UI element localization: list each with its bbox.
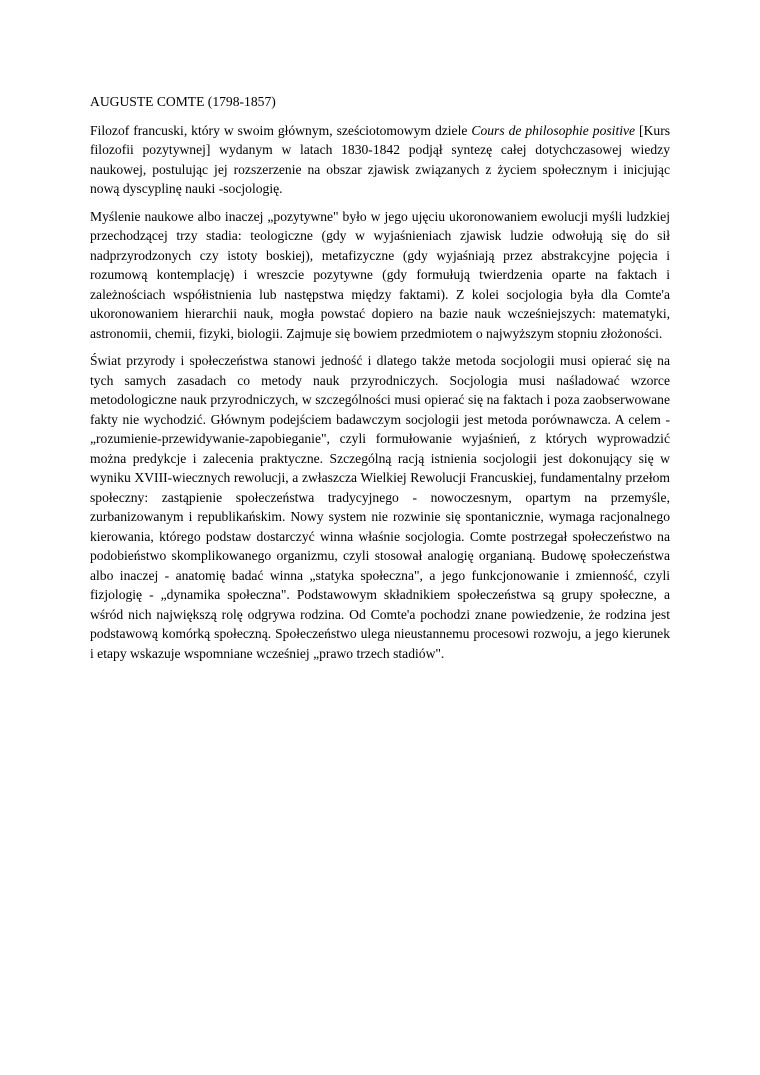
document-title: AUGUSTE COMTE (1798-1857) — [90, 94, 276, 109]
paragraph-1 — [90, 121, 670, 199]
paragraph-2: Myślenie naukowe albo inaczej „pozytywne" było w jego ujęciu ukoronowaniem ewolucji myśli ludzkiej przechodzącej trzy stadia: teologiczne (gdy w wyjaśnieniach zjawisk ludzie odwołują się do sił nadprzyrodzonych czy istoty boskiej), metafizyczne (gdy wyjaśniają przez abstrakcyjne pojęcia i rozumową kontemplację) i wreszcie pozytywne (gdy formułują twierdzenia oparte na faktach i zależnościach współistnienia lub następstwa między faktami). Z kolei socjologia była dla Comte'a ukoronowaniem hierarchii nauk, mogła powstać dopiero na bazie nauk wcześniejszych: matematyki, astronomii, chemii, fizyki, biologii. Zajmuje się bowiem przedmiotem o najwyższym stopniu złożoności. — [90, 208, 670, 341]
paragraph-1-text-end: [Kurs filozofii pozytywnej] wydanym w latach 1830-1842 podjął syntezę całej dotychczasowej wiedzy naukowej, postulując jej rozszerzenie na obszar zjawisk związanych z życiem społecznym i inicjując nową dyscyplinę nauki -socjologię. — [90, 122, 671, 196]
paragraph-1-text-start: Filozof francuski, który w swoim głównym, sześciotomowym dziele — [90, 122, 472, 138]
paragraph-3: Świat przyrody i społeczeństwa stanowi jedność i dlatego także metoda socjologii musi opierać się na tych samych zasadach co metody nauk przyrodniczych. Socjologia musi naśladować wzorce metodologiczne nauk przyrodniczych, w szczególności musi opierać się na faktach i poza zaobserwowane fakty nie wychodzić. Głównym podejściem badawczym socjologii jest metoda porównawcza. A celem - „rozumienie-przewidywanie-zapobieganie", czyli formułowanie wyjaśnień, z których wyprowadzić można predykcje i zalecenia praktyczne. Szczególną racją istnienia socjologii jest dokonujący się w wyniku XVIII-wiecznych rewolucji, a zwłaszcza Wielkiej Rewolucji Francuskiej, fundamentalny przełom społeczny: zastąpienie społeczeństwa tradycyjnego - nowoczesnym, opartym na przemyśle, zurbanizowanym i republikańskim. Nowy system nie rozwinie się spontanicznie, wymaga racjonalnego kierowania, którego podstaw dostarczyć winna właśnie socjologia. Comte postrzegał społeczeństwo na podobieństwo skomplikowanego organizmu, czyli stosował analogię organianą. Budowę społeczeństwa albo inaczej - anatomię badać winna „statyka społeczna", a jego funkcjonowanie i zmienność, czyli fizjologię - „dynamika społeczna". Podstawowym składnikiem społeczeństwa są grupy społeczne, a wśród nich największą rolę odgrywa rodzina. Od Comte'a pochodzi znane powiedzenie, że rodzina jest podstawową komórką społeczną. Społeczeństwo ulega nieustannemu procesowi rozwoju, a jego kierunek i etapy wskazuje wspomniane wcześniej „prawo trzech stadiów". — [90, 353, 670, 661]
book-title-italic: Cours de philosophie positive — [471, 122, 636, 138]
